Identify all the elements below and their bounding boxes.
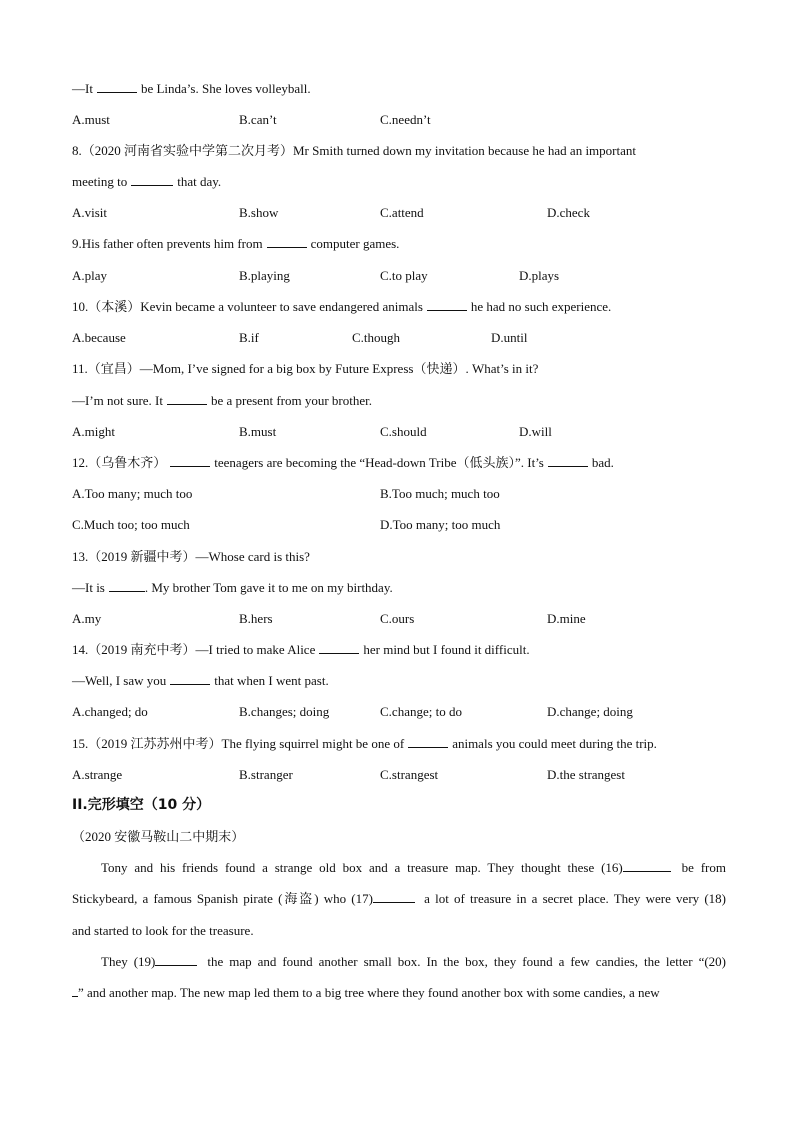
text: that when I went past.: [214, 673, 329, 688]
text: 10.（本溪）Kevin became a volunteer to save endangered animals: [72, 299, 423, 314]
option-a[interactable]: A.visit: [72, 205, 108, 220]
passage-line: [101, 953, 726, 971]
option-a[interactable]: A.my: [72, 611, 102, 626]
option-c[interactable]: C.needn’t: [380, 112, 431, 127]
option-c[interactable]: C.attend: [380, 205, 424, 220]
passage-line: [101, 859, 726, 877]
text: —It is: [72, 580, 105, 595]
question-14-line2: [72, 672, 726, 690]
text: . My brother Tom gave it to me on my birthday.: [144, 580, 393, 595]
answer-blank[interactable]: [167, 392, 207, 405]
option-d[interactable]: D.Too many; too much: [380, 517, 501, 532]
text: animals you could meet during the trip.: [452, 736, 657, 751]
blank-17[interactable]: [373, 890, 415, 903]
option-d[interactable]: D.check: [547, 205, 590, 220]
passage-line: [72, 890, 726, 908]
passage-line: and started to look for the treasure.: [72, 923, 254, 938]
text: meeting to: [72, 174, 128, 189]
option-d[interactable]: D.the strangest: [547, 767, 625, 782]
option-b[interactable]: B.can’t: [239, 112, 277, 127]
option-b[interactable]: B.stranger: [239, 767, 293, 782]
passage-source: （2020 安徽马鞍山二中期末）: [72, 829, 245, 844]
text: be from: [681, 860, 726, 875]
question-8-line1: 8.（2020 河南省实验中学第二次月考）Mr Smith turned down my invitation because he had an important: [72, 143, 636, 158]
text: teenagers are becoming the “Head-down Tribe（低头族）”. It’s: [214, 455, 544, 470]
text: be a present from your brother.: [210, 393, 372, 408]
text: 15.（2019 江苏苏州中考）The flying squirrel might be one of: [72, 736, 405, 751]
question-8-line2: [72, 173, 726, 191]
option-d[interactable]: D.change; doing: [547, 704, 633, 719]
answer-blank[interactable]: [131, 173, 173, 186]
text: bad.: [591, 455, 614, 470]
option-b[interactable]: B.Too much; much too: [380, 486, 500, 501]
option-a[interactable]: A.play: [72, 268, 108, 283]
option-d[interactable]: D.will: [519, 424, 552, 439]
option-b[interactable]: B.playing: [239, 268, 290, 283]
text: —I’m not sure. It: [72, 393, 163, 408]
option-c[interactable]: C.change; to do: [380, 704, 462, 719]
text: They (19): [101, 954, 156, 969]
text: computer games.: [310, 236, 400, 251]
option-c[interactable]: C.should: [380, 424, 427, 439]
option-c[interactable]: C.Much too; too much: [72, 517, 190, 532]
section-title: II.完形填空（10 分）: [72, 797, 211, 813]
text: Tony and his friends found a strange old box and a treasure map. They thought these (16): [101, 860, 623, 875]
option-a[interactable]: A.strange: [72, 767, 123, 782]
option-c[interactable]: C.though: [352, 330, 401, 345]
question-14-line1: [72, 641, 726, 659]
option-a[interactable]: A.might: [72, 424, 115, 439]
text: Stickybeard, a famous Spanish pirate (海盗) who (17): [72, 891, 373, 906]
text: be Linda’s. She loves volleyball.: [140, 81, 311, 96]
option-c[interactable]: C.to play: [380, 268, 428, 283]
option-b[interactable]: B.if: [239, 330, 259, 345]
question-15-line: [72, 735, 726, 753]
text: —Well, I saw you: [72, 673, 167, 688]
question-11-line1: 11.（宜昌）—Mom, I’ve signed for a big box by Future Express（快递）. What’s in it?: [72, 361, 539, 376]
option-c[interactable]: C.strangest: [380, 767, 439, 782]
question-13-line1: 13.（2019 新疆中考）—Whose card is this?: [72, 549, 310, 564]
answer-blank[interactable]: [427, 298, 467, 311]
option-d[interactable]: D.mine: [547, 611, 586, 626]
answer-blank[interactable]: [97, 80, 137, 93]
blank-19[interactable]: [155, 953, 197, 966]
question-13-line2: [72, 579, 726, 597]
answer-blank[interactable]: [170, 454, 210, 467]
text: he had no such experience.: [470, 299, 612, 314]
passage-line: [72, 984, 726, 1002]
option-d[interactable]: D.until: [491, 330, 528, 345]
option-a[interactable]: A.changed; do: [72, 704, 148, 719]
question-10-line: [72, 298, 726, 316]
text: 9.His father often prevents him from: [72, 236, 263, 251]
text: that day.: [177, 174, 222, 189]
text: the map and found another small box. In the box, they found a few candies, the letter “(20): [207, 954, 726, 969]
question-12-line: [72, 454, 726, 472]
text: 12.（乌鲁木齐）: [72, 455, 167, 470]
option-b[interactable]: B.hers: [239, 611, 273, 626]
answer-blank[interactable]: [170, 672, 210, 685]
option-c[interactable]: C.ours: [380, 611, 415, 626]
blank-16[interactable]: [623, 859, 671, 872]
question-11-line2: [72, 392, 726, 410]
option-a[interactable]: A.because: [72, 330, 126, 345]
answer-blank[interactable]: [109, 579, 145, 592]
option-d[interactable]: D.plays: [519, 268, 560, 283]
option-b[interactable]: B.show: [239, 205, 279, 220]
text: 14.（2019 南充中考）—I tried to make Alice: [72, 642, 316, 657]
text: a lot of treasure in a secret place. They were very (18): [424, 891, 726, 906]
text: —It: [72, 81, 93, 96]
text: her mind but I found it difficult.: [363, 642, 530, 657]
option-a[interactable]: A.must: [72, 112, 110, 127]
option-b[interactable]: B.changes; doing: [239, 704, 330, 719]
question-7-line: [72, 80, 726, 98]
answer-blank[interactable]: [267, 235, 307, 248]
text: and another map. The new map led them to a big tree where they found another box with some candies, a new: [87, 985, 660, 1000]
answer-blank[interactable]: [319, 641, 359, 654]
option-b[interactable]: B.must: [239, 424, 277, 439]
option-a[interactable]: A.Too many; much too: [72, 486, 193, 501]
answer-blank[interactable]: [548, 454, 588, 467]
text: ”: [78, 985, 84, 1000]
question-9-line: [72, 235, 726, 253]
answer-blank[interactable]: [408, 735, 448, 748]
